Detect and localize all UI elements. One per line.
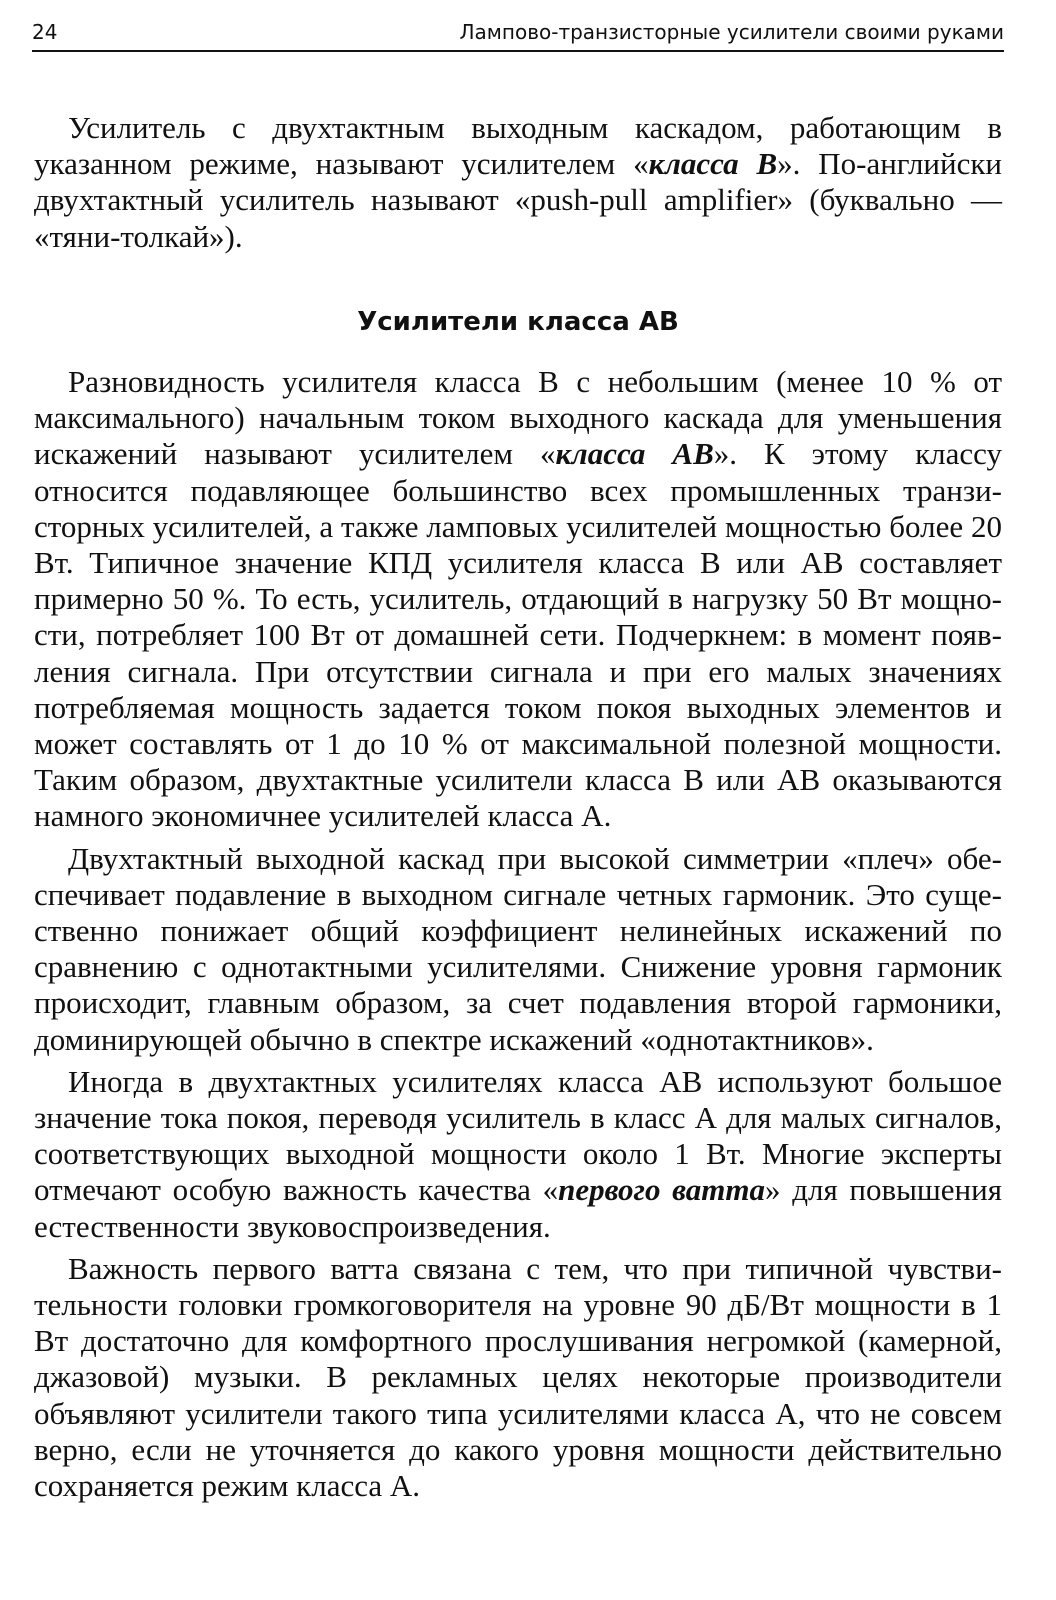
paragraph-text: Разновидность усилителя класса В с небольшим (менее 10 % от максимального) начальным током выходного каскада для уменьшения искажений называют усилителем « — [34, 364, 1002, 472]
paragraph-push-pull-harmonics: Двухтактный выходной каскад при высокой симметрии «плеч» обеспечивает подавление в выходном сигнале четных гармоник. Это существенно понижает общий коэффициент нелинейных искажений по сравнению с однотактными усилителями. Снижение уровня гармоник происходит, главным образом, за счет подавления второй гармоники, доминирующей обычно в спектре искажений «однотактников». — [34, 840, 1002, 1057]
running-head — [32, 16, 1004, 48]
intro-block — [34, 110, 1002, 255]
paragraph-first-watt-importance: Важность первого ватта связана с тем, что при типичной чувствительности головки громкоговорителя на уровне 90 дБ/Вт мощности в 1 Вт достаточно для комфортного прослушивания негромкой (камерной, джазовой) музыки. В рекламных целях некоторые производители объявляют усилители такого типа усилителями класса А, что не совсем верно, если не уточняется до какого уровня мощности действительно сохраняется режим класса А. — [34, 1250, 1002, 1504]
paragraph-text: ». К этому классу относится подавляющее большинство всех промышленных транзисторных усилителей, а также ламповых усилителей мощностью более 20 Вт. Типичное значение КПД усилителя класса В или АВ составляет примерно 50 %. То есть, усилитель, отдающий в нагрузку 50 Вт мощности, потребляет 100 Вт от домашней сети. Подчеркнем: в момент появления сигнала. При отсутствии сигнала и при его малых значениях потребляемая мощность задается током покоя выходных элементов и может составлять от 1 до 10 % от максимальной полезной мощности. Таким образом, двухтактные усилители класса В или АВ оказываются намного экономичнее усилителей класса А. — [34, 436, 1002, 834]
running-title: Лампово-транзисторные усилители своими руками — [459, 20, 1004, 44]
emphasis-term: класса В — [648, 146, 778, 182]
emphasis-term: класса АВ — [555, 436, 714, 472]
paragraph-text: » для повышения естественности звуковоспроизведения. — [34, 1172, 1002, 1244]
page-number: 24 — [32, 20, 58, 44]
paragraph-first-watt — [34, 1064, 1002, 1245]
section-title: Усилители класса АВ — [357, 307, 679, 337]
paragraph-class-b — [34, 110, 1002, 255]
paragraph-text: Усилитель с двухтактным выходным каскадом, работающим в указанном режиме, называют усилителем « — [34, 110, 1002, 182]
paragraph-class-ab — [34, 364, 1002, 835]
paragraph-text: Иногда в двухтактных усилителях класса АВ используют большое значение тока покоя, переводя усилитель в класс А для малых сигналов, соответствующих выходной мощности около 1 Вт. Многие эксперты отмечают особую важность качества « — [34, 1063, 1002, 1208]
paragraph-text: ». По-английски двухтактный усилитель называют «push-pull amplifier» (буквально — «тяни-толкай»). — [34, 146, 1003, 254]
emphasis-term: первого ватта — [558, 1172, 766, 1208]
section-body — [34, 364, 1002, 1504]
header-rule — [32, 50, 1004, 52]
